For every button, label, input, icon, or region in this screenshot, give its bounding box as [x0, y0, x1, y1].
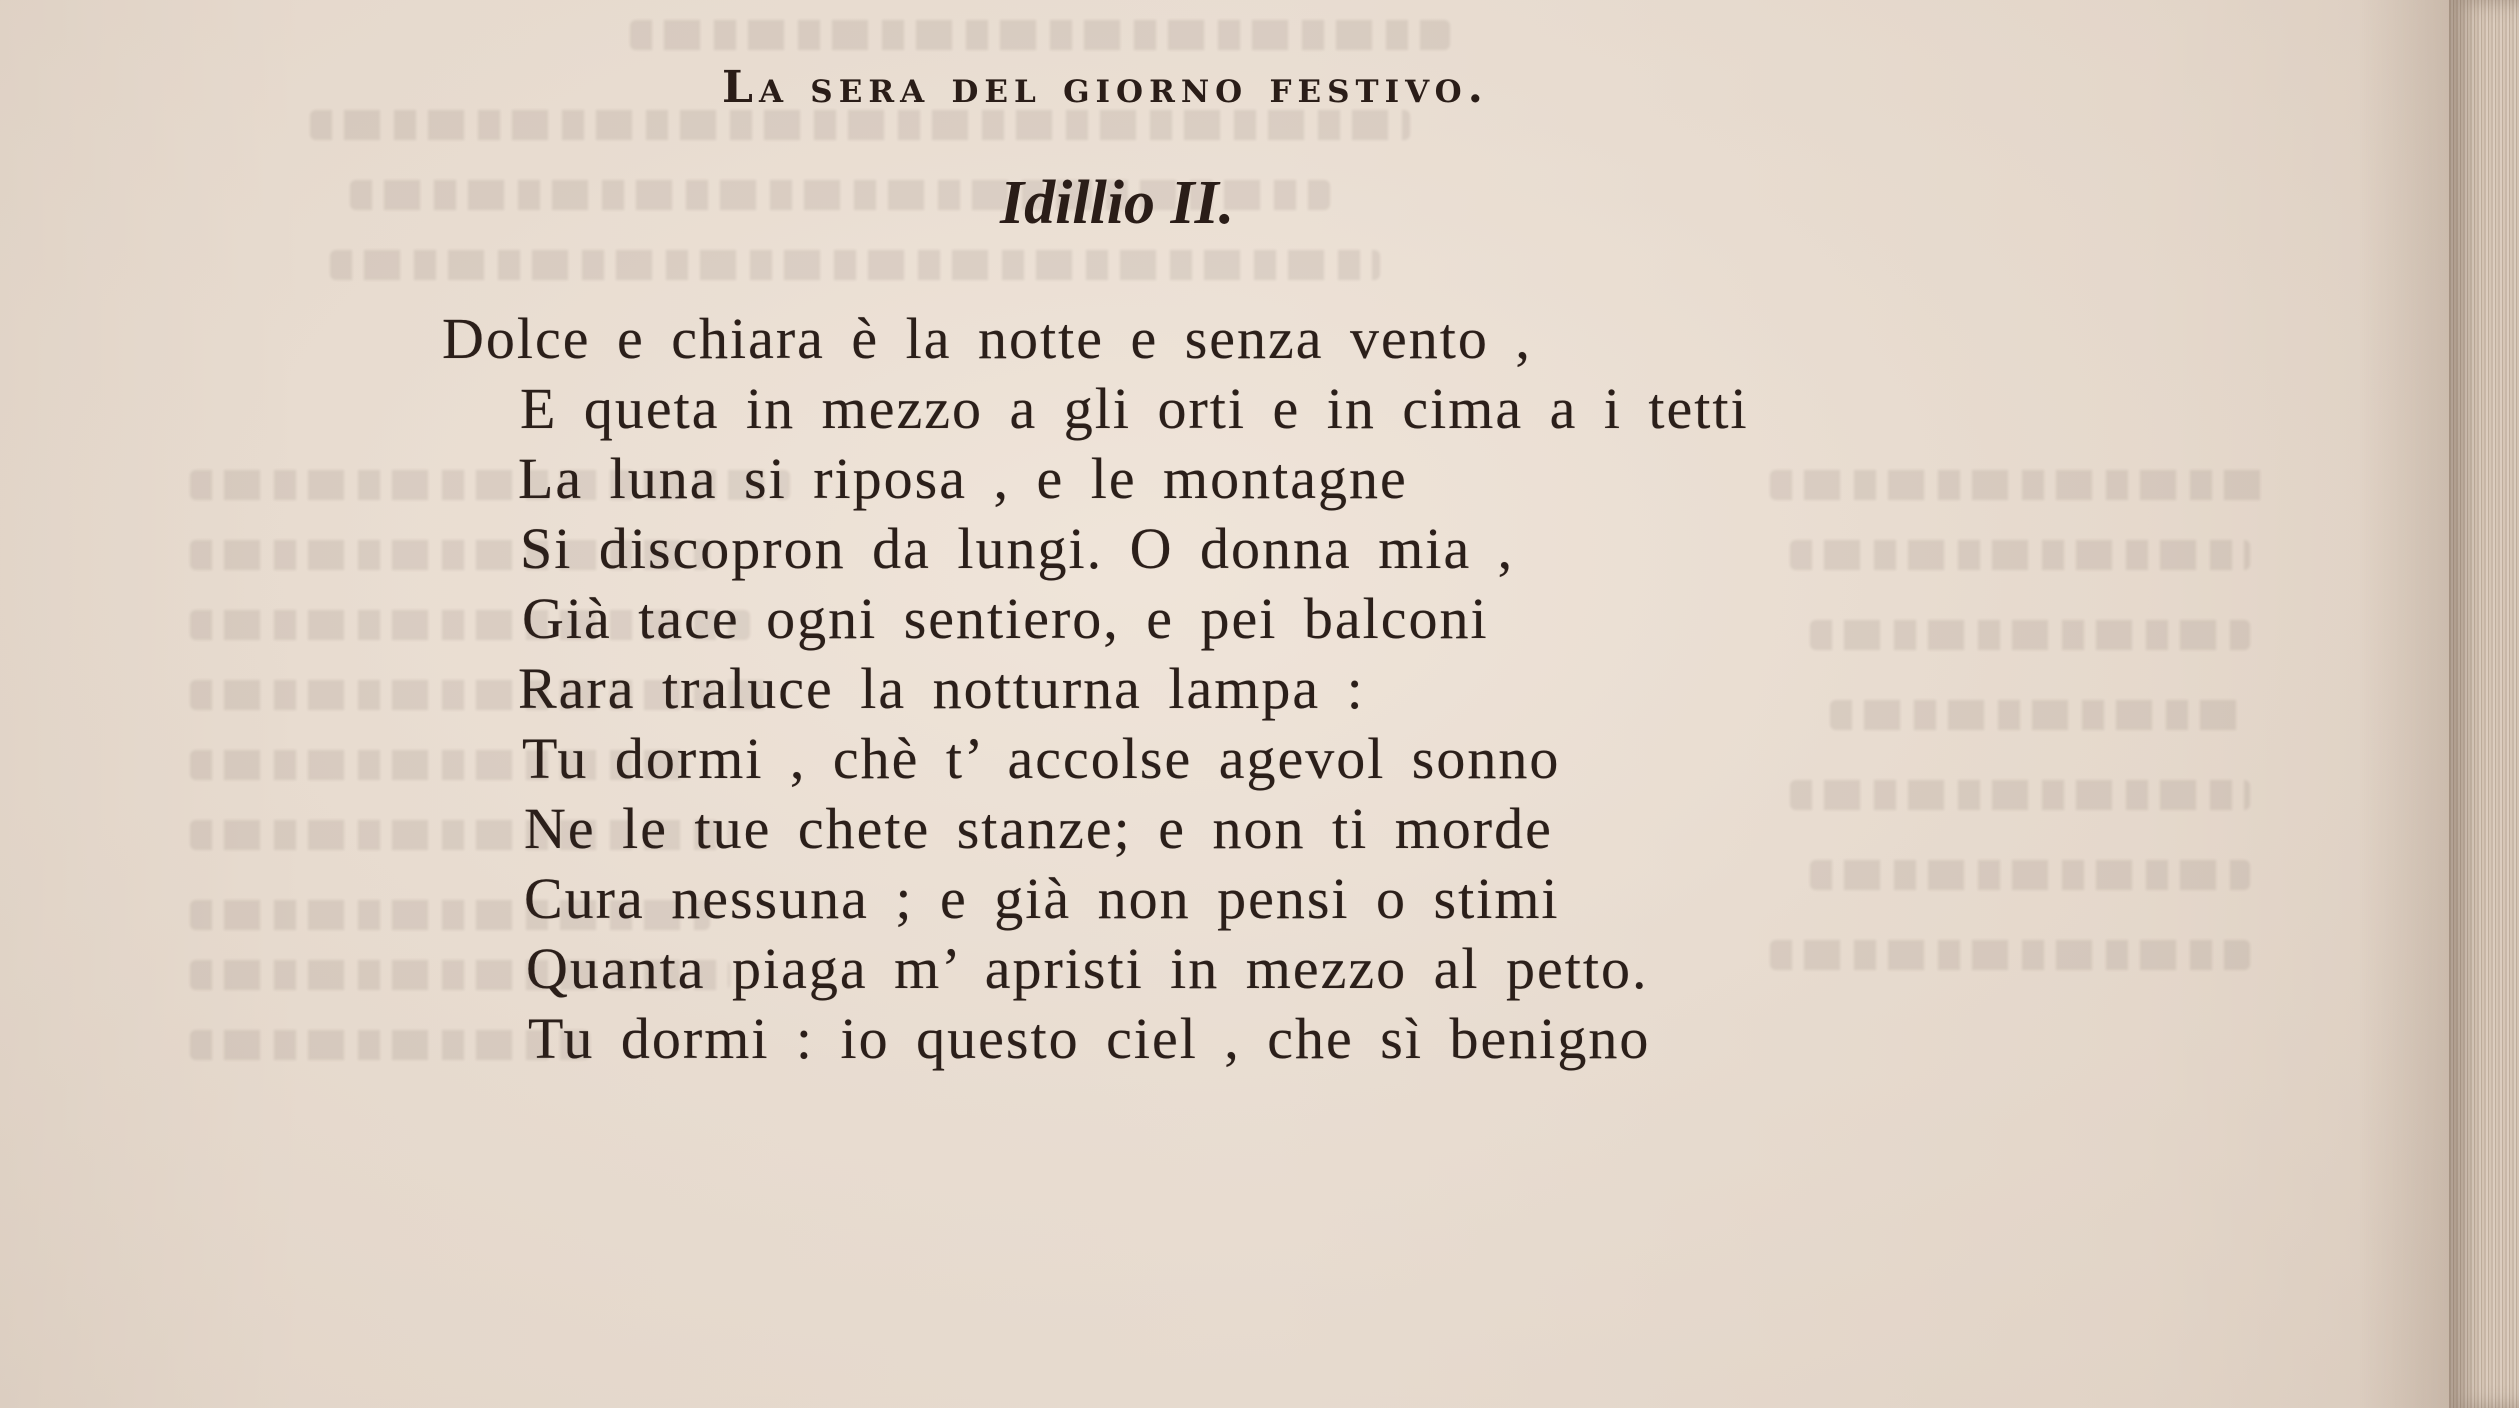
verse-line-8: Ne le tue chete stanze; e non ti morde	[524, 796, 1553, 861]
verse-line-9: Cura nessuna ; e già non pensi o stimi	[524, 866, 1560, 931]
verse-line-6: Rara traluce la notturna lampa :	[518, 656, 1365, 721]
verse-line-2: E queta in mezzo a gli orti e in cima a i tetti	[520, 376, 1749, 441]
verse-line-10: Quanta piaga m’ apristi in mezzo al petto.	[526, 936, 1649, 1001]
verse-line-3: La luna si riposa , e le montagne	[518, 446, 1408, 511]
verse-line-11: Tu dormi : io questo ciel , che sì benigno	[528, 1006, 1651, 1071]
book-page-edge	[2449, 0, 2519, 1408]
verse-line-5: Già tace ogni sentiero, e pei balconi	[522, 586, 1489, 651]
verse-line-1: Dolce e chiara è la notte e senza vento ,	[442, 306, 1532, 371]
page-curve-shadow	[2359, 0, 2449, 1408]
verse-line-4: Si discopron da lungi. O donna mia ,	[520, 516, 1515, 581]
verse-line-7: Tu dormi , chè t’ accolse agevol sonno	[522, 726, 1561, 791]
running-title: La sera del giorno festivo.	[722, 62, 1489, 113]
poem-subtitle: Idillio II.	[1000, 169, 1235, 237]
